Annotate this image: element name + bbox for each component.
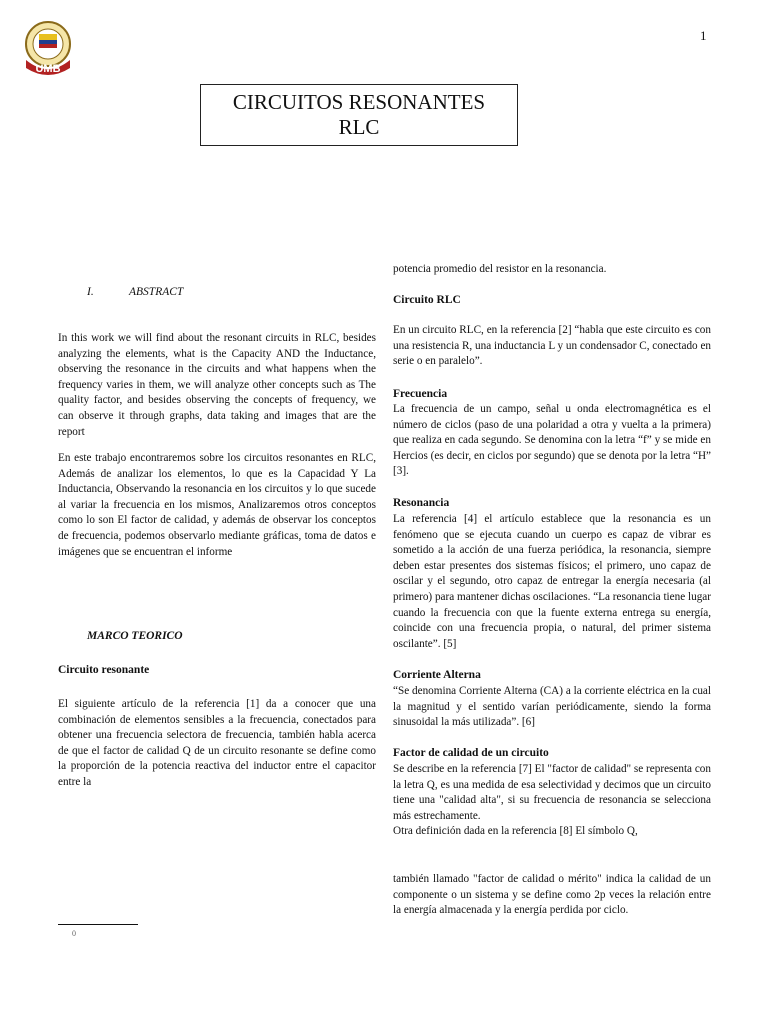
factor-calidad-text-3: también llamado "factor de calidad o mérito" indica la calidad de un componente o un sistema y se define como 2p veces la relación entre la energía almacenada y la energía perdida por ciclo. bbox=[393, 873, 711, 917]
footnote-mark: 0 bbox=[72, 929, 76, 938]
title-box bbox=[200, 84, 518, 146]
resonancia-heading: Resonancia bbox=[393, 497, 450, 509]
umb-logo bbox=[20, 20, 76, 78]
corriente-alterna-text: “Se denomina Corriente Alterna (CA) a la corriente eléctrica en la cual la magnitud y el sentido varían periódicamente, siendo la forma sinusoidal la más utilizada”. [6] bbox=[393, 685, 711, 729]
abstract-number: I. bbox=[87, 286, 94, 298]
factor-calidad-heading: Factor de calidad de un circuito bbox=[393, 747, 549, 759]
abstract-english: In this work we will find about the resonant circuits in RLC, besides analyzing the elements, what is the Capacity AND the Inductance, observing the resonance in the circuits and what happens when the frequency varies in them, we will analyze other concepts such as The quality factor, and besides observing the concepts of frequency, we can observe it through graphs, data taking and images that are the report bbox=[58, 332, 376, 438]
abstract-spanish: En este trabajo encontraremos sobre los circuitos resonantes en RLC, Además de analizar los elementos, lo que es la Capacidad Y La Inductancia, Observando la resonancia en los circuitos y lo que sucede al variar la frecuencia en los mismos, Analizaremos otros conceptos como lo son El factor de calidad, y además de observar los conceptos de frecuencia, podemos observarlo mediante gráficas, toma de datos e imágenes que se encuentran el informe bbox=[58, 452, 376, 558]
logo-text: UMB bbox=[35, 63, 61, 75]
abstract-heading bbox=[87, 286, 183, 298]
title-line-2: RLC bbox=[338, 115, 380, 139]
marco-teorico-heading: MARCO TEORICO bbox=[87, 630, 183, 642]
continuation-text: potencia promedio del resistor en la resonancia. bbox=[393, 263, 607, 275]
frecuencia-heading: Frecuencia bbox=[393, 388, 448, 400]
frecuencia-text: La frecuencia de un campo, señal u onda electromagnética es el número de ciclos (paso de una polaridad a otra y vuelta a la primera) que realiza en cada segundo. Se denomina con la letra “f” y se mide en Hercios (es decir, en ciclos por segundo) que se denota por la letra “H” [3]. bbox=[393, 403, 711, 478]
abstract-title: ABSTRACT bbox=[129, 286, 184, 298]
title-line-1: CIRCUITOS RESONANTES bbox=[232, 90, 486, 114]
factor-calidad-text: Se describe en la referencia [7] El "factor de calidad" se representa con la letra Q, es una medida de esa selectividad y decimos que un circuito tiene una "calidad alta", si su frecuencia de resonancia se selecciona más estrechamente. bbox=[393, 763, 711, 822]
footnote-divider bbox=[58, 924, 138, 925]
circuito-rlc-text: En un circuito RLC, en la referencia [2] “habla que este circuito es con una resistencia R, una inductancia L y un condensador C, conectado en serie o en paralelo”. bbox=[393, 324, 712, 368]
resonancia-text: La referencia [4] el artículo establece que la resonancia es un fenómeno que se ejecuta cuando un cuerpo es capaz de vibrar es sometido a la acción de una fuerza periódica, la resonancia, siempre deben estar presentes dos sistemas físicos; el primero, uno capaz de oscilar y el segundo, otro capaz de entregar la energía necesaria (al primero) para mantener dichas oscilaciones. “La resonancia tiene lugar cuando la frecuencia con que la fuente externa entrega su energía, coincide con una frecuencia propia, o natural, del primer sistema oscilante”. [5] bbox=[393, 513, 711, 650]
circuito-rlc-heading: Circuito RLC bbox=[393, 294, 461, 306]
corriente-alterna-heading: Corriente Alterna bbox=[393, 669, 481, 681]
circuito-resonante-text: El siguiente artículo de la referencia [1] da a conocer que una combinación de elementos sensibles a la frecuencia, conectados para obtener una frecuencia selectora de frecuencia, también habla acerca de que el factor de calidad Q de un circuito resonante se define como la proporción de la potencia reactiva del inductor entre el capacitor entre la bbox=[58, 698, 376, 788]
page-number: 1 bbox=[700, 28, 707, 43]
circuito-resonante-heading: Circuito resonante bbox=[58, 664, 150, 676]
factor-calidad-text-2: Otra definición dada en la referencia [8] El símbolo Q, bbox=[393, 825, 638, 837]
